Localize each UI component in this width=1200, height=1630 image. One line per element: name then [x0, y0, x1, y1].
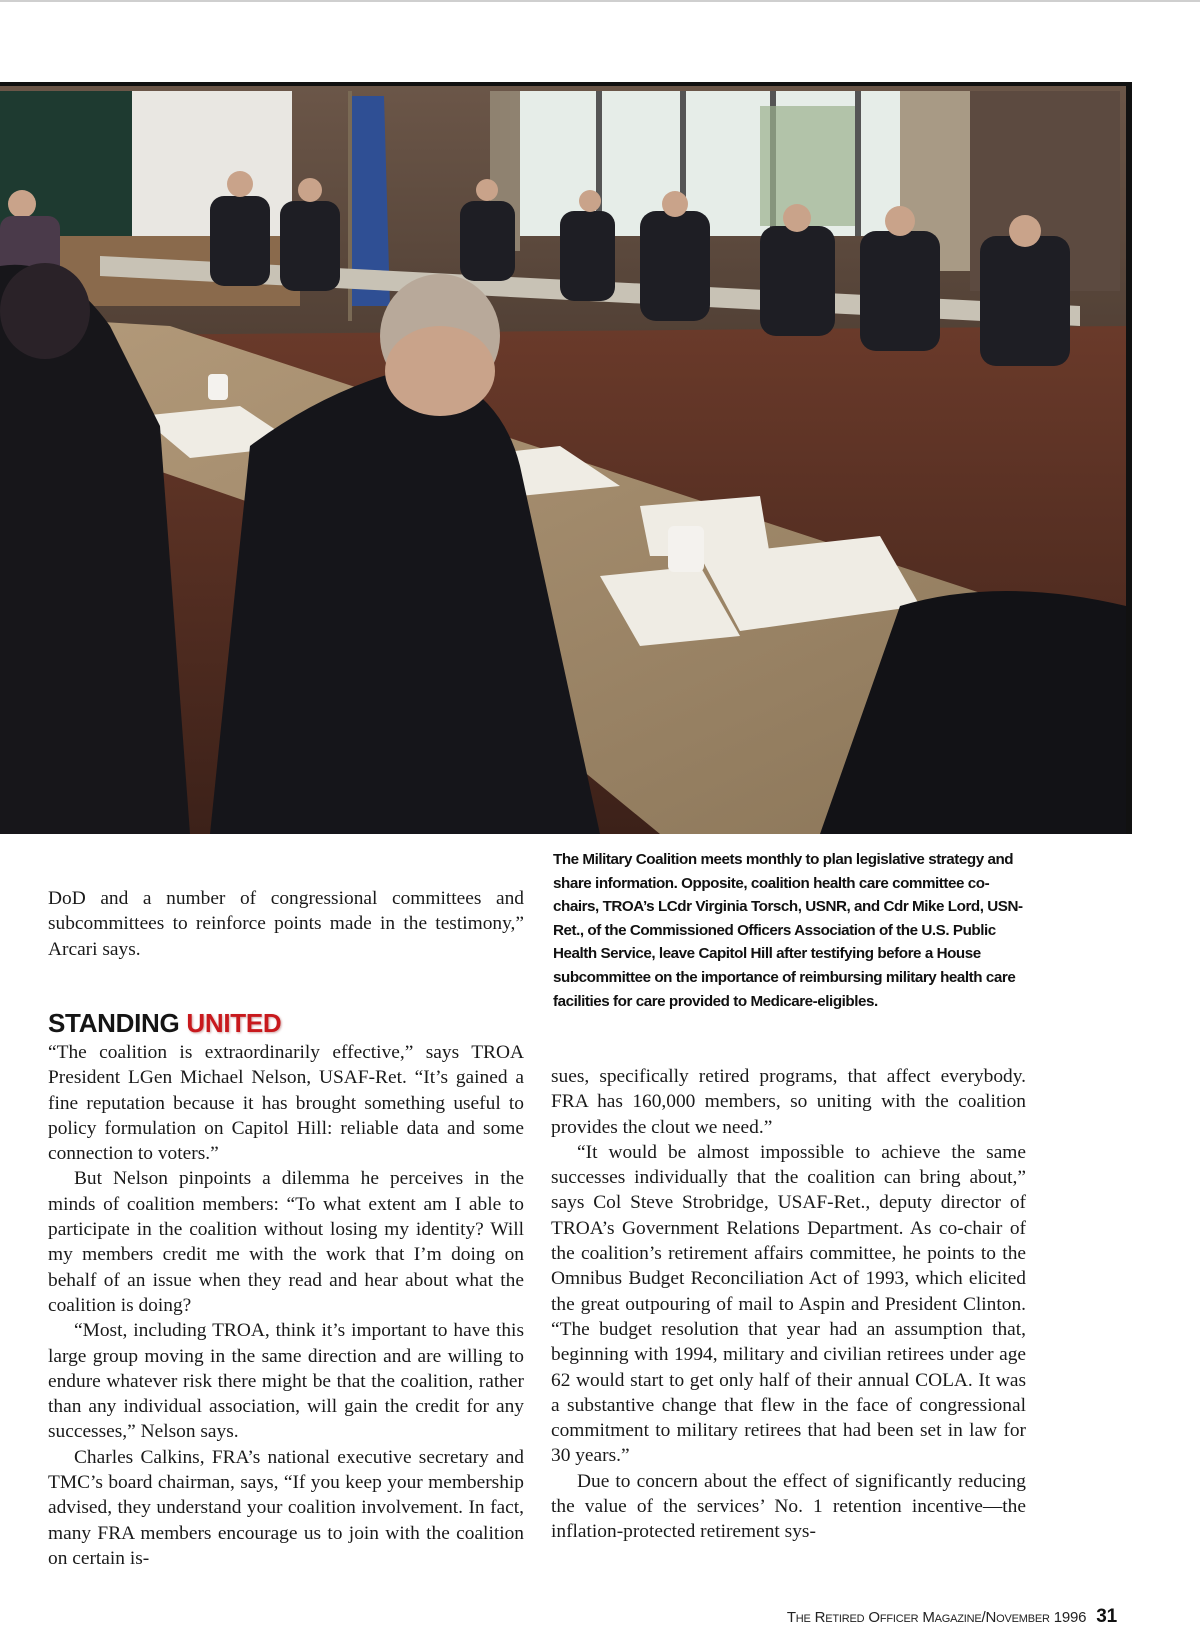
meeting-photo: [0, 82, 1132, 834]
heading-part-united: UNITED: [186, 1008, 282, 1038]
paragraph: But Nelson pinpoints a dilemma he perceives in the minds of coalition members: “To what extent am I able to participate in the coalition without losing my identity? Will my members credit me with the work that I’m doing on behalf of an issue when they read and hear about what the coalition is doing?: [48, 1168, 524, 1316]
meeting-photo-icon: [0, 86, 1126, 834]
paragraph: Charles Calkins, FRA’s national executive secretary and TMC’s board chairman, says, “If you keep your membership advised, they understand your coalition involvement. In fact, many FRA members encourage us to join with the coalition on certain is-: [48, 1446, 524, 1569]
paragraph: sues, specifically retired programs, that affect everybody. FRA has 160,000 members, so uniting with the coalition provides the clout we need.”: [551, 1066, 1026, 1138]
section-heading: [48, 1008, 281, 1038]
top-rule: [0, 0, 1200, 2]
column-1: [48, 1040, 524, 1571]
heading-part-standing: STANDING: [48, 1008, 187, 1038]
column-2: [551, 1064, 1026, 1545]
paragraph: DoD and a number of congressional committees and subcommittees to reinforce points made in the testimony,” Arcari says.: [48, 888, 524, 960]
paragraph: “Most, including TROA, think it’s important to have this large group moving in the same direction and are willing to endure whatever risk there might be that the coalition, rather than any individual association, will gain the credit for any successes,” Nelson says.: [48, 1320, 524, 1443]
photo-caption: The Military Coalition meets monthly to plan legislative strategy and share information. Opposite, coalition health care committee co-chairs, TROA’s LCdr Virginia Torsch, USNR, and Cdr Mike Lord, USN-Ret., of the Commissioned Officers Association of the U.S. Public Health Service, leave Capitol Hill after testifying before a House subcommittee on the importance of reimbursing military health care facilities for care provided to Medicare-eligibles.: [553, 851, 1023, 1010]
paragraph: Due to concern about the effect of significantly reducing the value of the services’ No. 1 retention incentive—the inflation-protected retirement sys-: [551, 1470, 1026, 1543]
page-footer: [787, 1606, 1117, 1628]
column-1-top: [48, 886, 524, 962]
paragraph: “It would be almost impossible to achieve the same successes individually that the coalition can bring about,” says Col Steve Strobridge, USAF-Ret., deputy director of TROA’s Government Relations Department. As co-chair of the coalition’s retirement affairs committee, he points to the Omnibus Budget Reconciliation Act of 1993, which elicited the great outpouring of mail to Aspin and President Clinton. “The budget resolution that year had an assumption that, beginning with 1994, military and civilian retirees under age 62 would start to get only half of their annual COLA. It was a substantive change that flew in the face of congressional commitment to military retirees that had been set in law for 30 years.”: [551, 1141, 1026, 1467]
page-number: 31: [1096, 1606, 1117, 1627]
footer-publication: The Retired Officer Magazine/November 1996: [786, 1609, 1087, 1626]
paragraph: “The coalition is extraordinarily effective,” says TROA President LGen Michael Nelson, USAF-Ret. “It’s gained a fine reputation because it has brought something useful to policy formulation on Capitol Hill: reliable data and some connection to voters.”: [48, 1042, 524, 1165]
